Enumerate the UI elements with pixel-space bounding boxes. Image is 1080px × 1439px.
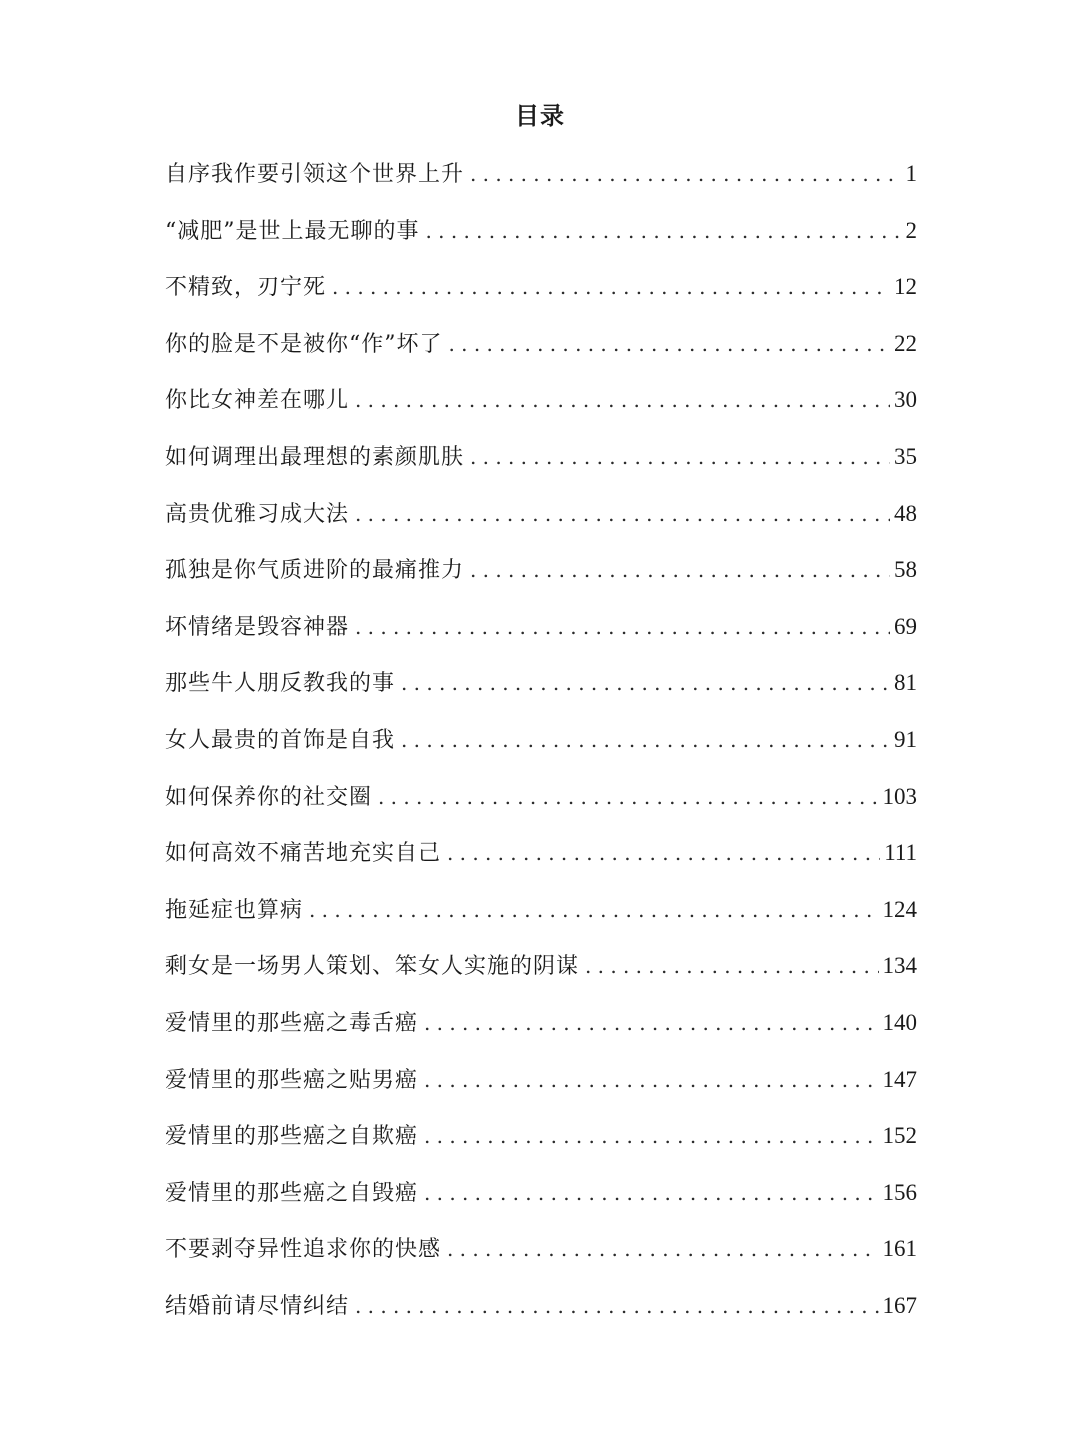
dot-leader [401,655,890,712]
toc-entry [165,599,917,656]
dot-leader [424,995,878,1052]
dot-leader [449,316,891,373]
dot-leader [424,1165,878,1222]
toc-entry-title: 坏情绪是毁容神器 [165,614,350,640]
dot-leader [426,203,902,260]
dot-leader [401,712,890,769]
dot-leader [447,825,880,882]
toc-entry-page-number: 124 [882,896,917,922]
toc-entry-page-number: 30 [894,387,917,413]
toc-entry-page-number: 161 [882,1236,917,1262]
toc-entry-title: 自序我作要引领这个世界上升 [165,162,465,187]
toc-entry [165,1221,917,1278]
toc-entry [165,259,917,316]
toc-entry-page-number: 103 [882,783,917,809]
toc-entry-page-number: 167 [882,1292,917,1318]
toc-entry-title: 那些牛人朋反教我的事 [165,671,396,697]
dot-leader [378,769,878,826]
toc-entry-page-number: 2 [905,217,917,243]
toc-entry-title: 拖延症也算病 [165,897,304,923]
toc-entry-title: 孤独是你气质进阶的最痛推力 [165,558,465,584]
toc-entry-page-number: 81 [894,670,917,696]
toc-entry-page-number: 12 [894,274,917,300]
toc-entry [165,429,917,486]
dot-leader [470,429,890,486]
toc-entry-page-number: 22 [894,330,917,356]
dot-leader [470,542,890,599]
toc-entry [165,1052,917,1109]
dot-leader [309,882,878,939]
toc-entry [165,769,917,826]
toc-entry [165,372,917,429]
toc-entry-title: 爱情里的那些癌之自毁癌 [165,1180,419,1206]
toc-entry-page-number: 35 [894,443,917,469]
toc-entry-page-number: 91 [894,726,917,752]
toc-entry [165,882,917,939]
toc-entry-title: 如何保养你的社交圈 [165,784,373,810]
dot-leader [332,259,890,316]
toc-entry-title: 不要剥夺异性追求你的快感 [165,1237,442,1263]
toc-entry-page-number: 58 [894,557,917,583]
toc-entry-page-number: 140 [882,1009,917,1035]
dot-leader [470,146,901,203]
toc-entry [165,486,917,543]
toc-entry-title: 你比女神差在哪儿 [165,388,350,414]
toc-entry-title: 你的脸是不是被你“作”坏了 [165,331,443,357]
toc-entry-page-number: 69 [894,613,917,639]
toc-entry-title: 结婚前请尽情纠结 [165,1293,350,1319]
dot-leader [355,1278,878,1335]
toc-entry-title: 不精致，刃宁死 [165,275,327,301]
toc-entry [165,316,917,373]
toc-entry-title: 剩女是一场男人策划、笨女人实施的阴谋 [165,954,580,980]
dot-leader [585,938,878,995]
toc-entry-page-number: 152 [882,1123,917,1149]
toc-entry [165,542,917,599]
toc-entry-page-number: 48 [894,500,917,526]
toc-entry-title: 如何高效不痛苦地充实自己 [165,841,442,867]
toc-entry-page-number: 134 [882,953,917,979]
toc-entry [165,938,917,995]
toc-list [165,146,917,1334]
toc-entry [165,712,917,769]
toc-entry-title: 女人最贵的首饰是自我 [165,727,396,753]
toc-entry-page-number: 111 [884,840,917,866]
toc-entry [165,203,917,260]
dot-leader [447,1221,878,1278]
toc-entry-title: 如何调理出最理想的素颜肌肤 [165,444,465,470]
toc-entry [165,146,917,203]
toc-entry-title: 高贵优雅习成大法 [165,501,350,527]
dot-leader [424,1052,878,1109]
toc-entry [165,995,917,1052]
toc-entry [165,1165,917,1222]
dot-leader [424,1108,878,1165]
toc-entry-page-number: 156 [882,1179,917,1205]
toc-entry-title: 爱情里的那些癌之贴男癌 [165,1067,419,1093]
toc-entry [165,825,917,882]
toc-entry-title: “减肥”是世上最无聊的事 [165,218,420,244]
dot-leader [355,599,890,656]
dot-leader [355,486,890,543]
toc-entry [165,1108,917,1165]
toc-entry-title: 爱情里的那些癌之自欺癌 [165,1124,419,1150]
toc-entry-page-number: 1 [905,161,917,186]
toc-heading: 目录 [515,101,565,130]
toc-entry-title: 爱情里的那些癌之毒舌癌 [165,1010,419,1036]
toc-entry [165,1278,917,1335]
toc-entry [165,655,917,712]
dot-leader [355,372,890,429]
toc-entry-page-number: 147 [882,1066,917,1092]
